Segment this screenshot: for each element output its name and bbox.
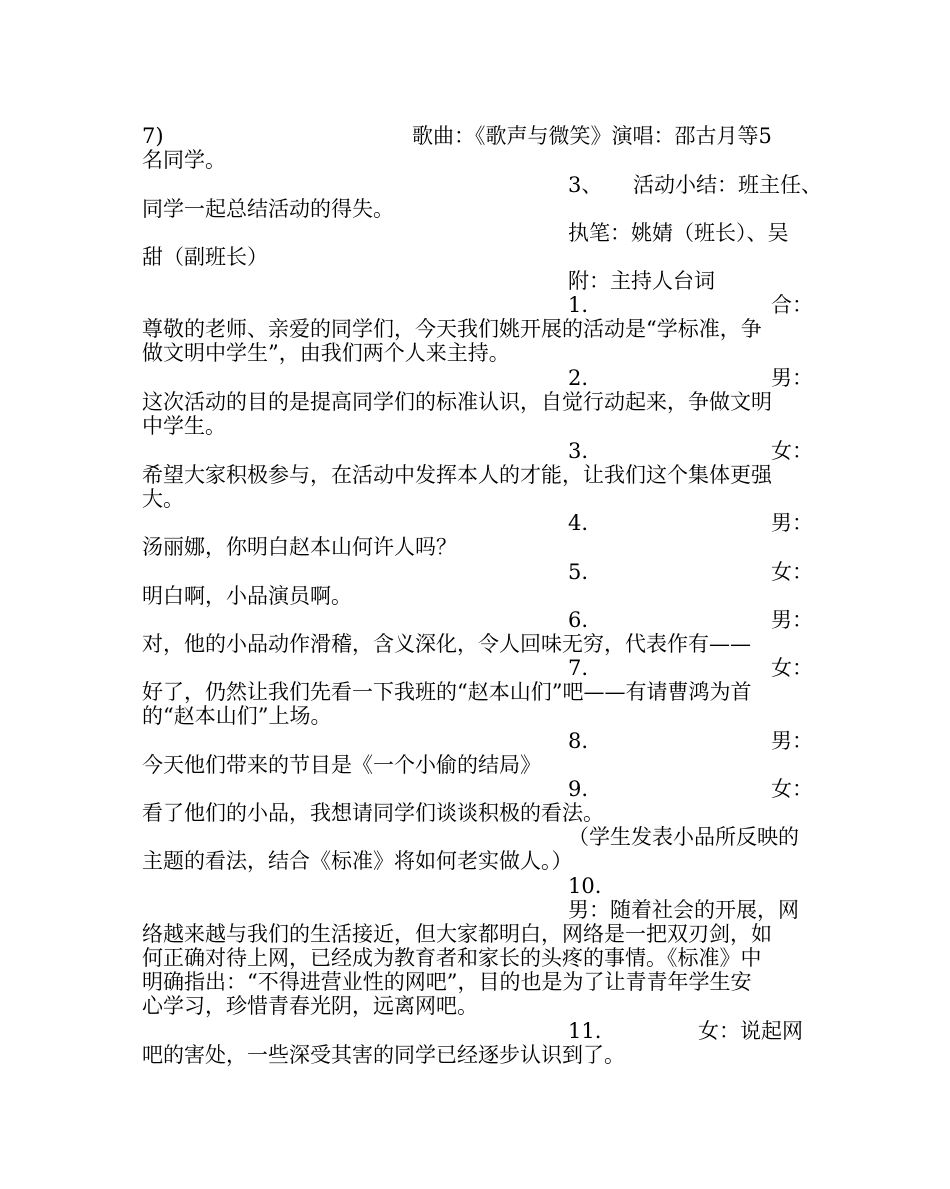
script-line-text: 尊敬的老师、亲爱的同学们，今天我们姚开展的活动是“学标准，争 [142, 317, 762, 341]
script-line-speaker: 男： [771, 366, 813, 390]
script-line-number: 8. [568, 729, 589, 753]
script-line-speaker: 女： [771, 560, 813, 584]
script-line-4-header [568, 511, 813, 535]
script-line-text: 今天他们带来的节目是《一个小偷的结局》 [142, 753, 541, 777]
script-line-text: 做文明中学生”，由我们两个人来主持。 [142, 341, 510, 365]
script-line-text: 好了，仍然让我们先看一下我班的“赵本山们”吧——有请曹鸿为首 [142, 680, 752, 704]
item-11-number: 11. [568, 1019, 602, 1043]
script-line-text: 大。 [142, 487, 184, 511]
item-10-text: 心学习，珍惜青春光阴，远离网吧。 [142, 994, 478, 1018]
script-line-speaker: 女： [771, 656, 813, 680]
item-10-text: 络越来越与我们的生活接近，但大家都明白，网络是一把双刃剑，如 [142, 922, 772, 946]
script-line-text: 看了他们的小品，我想请同学们谈谈积极的看法。 [142, 801, 604, 825]
item-11-continuation: 吧的害处，一些深受其害的同学已经逐步认识到了。 [142, 1043, 625, 1067]
script-line-number: 6. [568, 608, 589, 632]
script-line-text: 希望大家积极参与，在活动中发挥本人的才能，让我们这个集体更强 [142, 463, 772, 487]
script-line-speaker: 女： [771, 777, 813, 801]
script-line-number: 5. [568, 560, 589, 584]
script-line-number: 1. [568, 293, 589, 317]
script-line-speaker: 女： [771, 439, 813, 463]
script-line-9-header [568, 777, 813, 801]
script-line-text: 中学生。 [142, 414, 226, 438]
script-line-6-header [568, 608, 813, 632]
script-line-speaker: 男： [771, 729, 813, 753]
item-10-text: 明确指出：“不得进营业性的网吧”，目的也是为了让青青年学生安 [142, 970, 752, 994]
item-11-first-line: 女：说起网 [698, 1019, 803, 1043]
item-10-text: 何正确对待上网，已经成为教育者和家长的头疼的事情。《标准》中 [142, 946, 762, 970]
script-line-number: 2. [568, 366, 589, 390]
stage-note-line-1: （学生发表小品所反映的 [568, 825, 799, 849]
script-line-1-header [568, 293, 813, 317]
script-line-speaker: 合： [771, 293, 813, 317]
summary-continuation: 同学一起总结活动的得失。 [142, 197, 394, 221]
song-item-number: 7) [142, 124, 164, 148]
script-line-speaker: 男： [771, 608, 813, 632]
script-line-5-header [568, 560, 813, 584]
appendix-title: 附：主持人台词 [568, 269, 715, 293]
song-item-continuation: 名同学。 [142, 148, 226, 172]
writer-text: 执笔：姚婧（班长）、吴 [568, 221, 789, 245]
song-item-text: 歌曲：《歌声与微笑》演唱：邵古月等5 [412, 124, 772, 148]
script-line-7-header [568, 656, 813, 680]
stage-note-line-2: 主题的看法，结合《标准》将如何老实做人。） [142, 849, 573, 873]
script-line-text: 对，他的小品动作滑稽，含义深化，令人回味无穷，代表作有—— [142, 632, 751, 656]
script-line-number: 7. [568, 656, 589, 680]
script-line-text: 汤丽娜，你明白赵本山何许人吗？ [142, 535, 457, 559]
summary-text: 活动小结：班主任、 [633, 173, 822, 197]
script-line-8-header [568, 729, 813, 753]
item-10-first-line: 男：随着社会的开展，网 [568, 898, 799, 922]
writer-continuation: 甜（副班长） [142, 245, 268, 269]
script-line-3-header [568, 439, 813, 463]
summary-number: 3、 [568, 173, 603, 197]
script-line-text: 明白啊，小品演员啊。 [142, 584, 352, 608]
script-line-text: 的“赵本山们”上场。 [142, 704, 332, 728]
script-line-number: 9. [568, 777, 589, 801]
script-line-speaker: 男： [771, 511, 813, 535]
script-line-number: 3. [568, 439, 589, 463]
script-line-text: 这次活动的目的是提高同学们的标准认识，自觉行动起来，争做文明 [142, 390, 772, 414]
item-10-number: 10. [568, 874, 602, 898]
script-line-number: 4. [568, 511, 589, 535]
script-line-2-header [568, 366, 813, 390]
